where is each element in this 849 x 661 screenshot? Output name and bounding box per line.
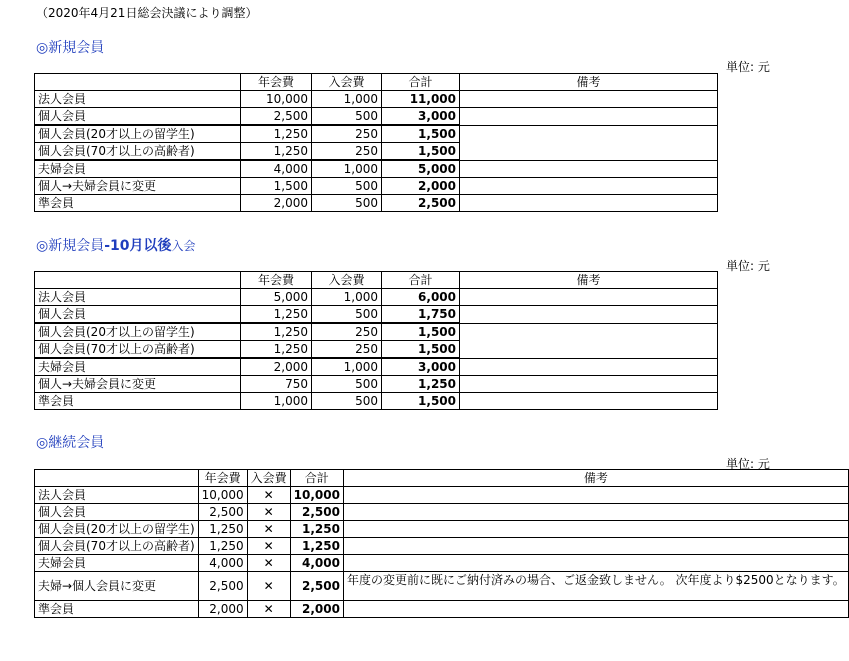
row-name: 法人会員	[35, 487, 199, 504]
table-header-row	[35, 470, 849, 487]
header-remarks: 備考	[343, 470, 848, 487]
table-row	[35, 538, 849, 555]
row-name: 準会員	[35, 195, 241, 212]
cross-mark: ✕	[247, 521, 290, 538]
row-entry: 500	[312, 393, 382, 410]
row-total: 1,500	[382, 125, 460, 143]
table-row	[35, 504, 849, 521]
unit-label: 単位: 元	[726, 457, 770, 471]
row-annual: 2,000	[241, 195, 312, 212]
row-annual: 4,000	[241, 160, 312, 178]
table-row	[35, 358, 718, 376]
section-title-part: 入会	[171, 239, 196, 253]
table-row	[35, 125, 718, 143]
table-row	[35, 178, 718, 195]
row-total: 2,000	[382, 178, 460, 195]
cross-mark: ✕	[247, 601, 290, 618]
row-total: 10,000	[290, 487, 343, 504]
row-name: 準会員	[35, 601, 199, 618]
table-row	[35, 487, 849, 504]
row-annual: 1,250	[241, 125, 312, 143]
header-name	[35, 74, 241, 91]
row-remark: 年度の変更前に既にご納付済みの場合、ご返金致しません。 次年度より$2500となります。	[343, 572, 848, 601]
row-annual: 10,000	[241, 91, 312, 108]
header-entry: 入会費	[247, 470, 290, 487]
row-total: 6,000	[382, 289, 460, 306]
section-title-part: ◎新規会員	[36, 238, 105, 254]
row-annual: 1,250	[241, 323, 312, 341]
table-row	[35, 555, 849, 572]
cross-mark: ✕	[247, 572, 290, 601]
row-entry: 1,000	[312, 358, 382, 376]
row-annual: 750	[241, 376, 312, 393]
row-total: 2,500	[290, 504, 343, 521]
row-total: 3,000	[382, 108, 460, 126]
row-annual: 10,000	[198, 487, 247, 504]
row-name: 個人→夫婦会員に変更	[35, 178, 241, 195]
header-remarks: 備考	[460, 272, 718, 289]
row-total: 2,500	[290, 572, 343, 601]
row-annual: 1,250	[198, 538, 247, 555]
header-annual: 年会費	[241, 74, 312, 91]
fee-table-continuing-members	[34, 469, 849, 618]
row-remark	[343, 521, 848, 538]
row-name: 個人会員	[35, 306, 241, 324]
row-name: 夫婦会員	[35, 160, 241, 178]
table-row	[35, 306, 718, 324]
unit-label: 単位: 元	[726, 60, 770, 74]
header-annual: 年会費	[198, 470, 247, 487]
cross-mark: ✕	[247, 538, 290, 555]
row-entry: 1,000	[312, 160, 382, 178]
row-total: 1,250	[290, 521, 343, 538]
row-name: 法人会員	[35, 91, 241, 108]
row-name: 個人会員(20才以上の留学生)	[35, 125, 241, 143]
row-remark	[460, 358, 718, 376]
row-entry: 250	[312, 125, 382, 143]
row-name: 個人会員(70才以上の高齢者)	[35, 538, 199, 555]
row-annual: 1,250	[241, 143, 312, 161]
row-entry: 1,000	[312, 91, 382, 108]
row-annual: 1,500	[241, 178, 312, 195]
row-name: 個人会員(20才以上の留学生)	[35, 323, 241, 341]
row-annual: 1,250	[241, 341, 312, 359]
row-entry: 250	[312, 323, 382, 341]
row-remark	[343, 601, 848, 618]
row-remark	[460, 91, 718, 108]
table-row	[35, 108, 718, 126]
row-remark	[460, 125, 718, 160]
row-total: 2,500	[382, 195, 460, 212]
table-header-row	[35, 272, 718, 289]
table-row	[35, 91, 718, 108]
row-annual: 5,000	[241, 289, 312, 306]
row-remark	[460, 108, 718, 126]
row-remark	[460, 160, 718, 178]
section-title-new-members-october	[36, 235, 196, 255]
row-name: 準会員	[35, 393, 241, 410]
row-total: 11,000	[382, 91, 460, 108]
row-remark	[460, 393, 718, 410]
fee-table-new-members-october	[34, 271, 718, 410]
header-entry: 入会費	[312, 74, 382, 91]
row-annual: 1,250	[198, 521, 247, 538]
row-annual: 2,000	[198, 601, 247, 618]
row-name: 個人会員(70才以上の高齢者)	[35, 341, 241, 359]
row-total: 1,500	[382, 143, 460, 161]
row-remark	[460, 306, 718, 324]
row-total: 2,000	[290, 601, 343, 618]
row-name: 夫婦→個人会員に変更	[35, 572, 199, 601]
row-name: 個人会員(70才以上の高齢者)	[35, 143, 241, 161]
section-title-continuing-members: ◎継続会員	[36, 435, 105, 451]
row-remark	[343, 504, 848, 521]
row-entry: 500	[312, 178, 382, 195]
row-remark	[343, 487, 848, 504]
row-total: 1,500	[382, 393, 460, 410]
cross-mark: ✕	[247, 487, 290, 504]
row-annual: 2,500	[198, 572, 247, 601]
row-remark	[343, 538, 848, 555]
row-annual: 2,500	[241, 108, 312, 126]
unit-label: 単位: 元	[726, 259, 770, 273]
row-annual: 4,000	[198, 555, 247, 572]
section-title-part: -10月以後	[104, 238, 172, 254]
header-total: 合計	[382, 272, 460, 289]
row-remark	[460, 178, 718, 195]
table-row	[35, 601, 849, 618]
header-total: 合計	[290, 470, 343, 487]
row-total: 3,000	[382, 358, 460, 376]
row-total: 1,250	[382, 376, 460, 393]
cross-mark: ✕	[247, 504, 290, 521]
row-name: 夫婦会員	[35, 555, 199, 572]
row-annual: 1,250	[241, 306, 312, 324]
table-row	[35, 376, 718, 393]
row-name: 法人会員	[35, 289, 241, 306]
row-entry: 500	[312, 108, 382, 126]
row-remark	[460, 323, 718, 358]
table-row	[35, 289, 718, 306]
row-name: 個人→夫婦会員に変更	[35, 376, 241, 393]
row-entry: 250	[312, 341, 382, 359]
row-total: 4,000	[290, 555, 343, 572]
table-row	[35, 323, 718, 341]
table-row	[35, 195, 718, 212]
row-entry: 500	[312, 306, 382, 324]
row-name: 個人会員	[35, 504, 199, 521]
header-remarks: 備考	[460, 74, 718, 91]
table-row	[35, 160, 718, 178]
row-remark	[460, 376, 718, 393]
table-row	[35, 393, 718, 410]
table-header-row	[35, 74, 718, 91]
row-total: 1,250	[290, 538, 343, 555]
row-entry: 500	[312, 376, 382, 393]
header-total: 合計	[382, 74, 460, 91]
fee-table-new-members	[34, 73, 718, 212]
table-row	[35, 572, 849, 601]
header-name	[35, 272, 241, 289]
resolution-note: （2020年4月21日総会決議により調整）	[36, 6, 258, 20]
row-remark	[460, 195, 718, 212]
row-name: 夫婦会員	[35, 358, 241, 376]
header-name	[35, 470, 199, 487]
row-name: 個人会員(20才以上の留学生)	[35, 521, 199, 538]
row-annual: 2,500	[198, 504, 247, 521]
row-entry: 1,000	[312, 289, 382, 306]
row-total: 5,000	[382, 160, 460, 178]
row-entry: 500	[312, 195, 382, 212]
header-annual: 年会費	[241, 272, 312, 289]
row-remark	[460, 289, 718, 306]
cross-mark: ✕	[247, 555, 290, 572]
row-entry: 250	[312, 143, 382, 161]
row-annual: 2,000	[241, 358, 312, 376]
row-name: 個人会員	[35, 108, 241, 126]
row-total: 1,750	[382, 306, 460, 324]
row-annual: 1,000	[241, 393, 312, 410]
row-total: 1,500	[382, 341, 460, 359]
header-entry: 入会費	[312, 272, 382, 289]
row-remark	[343, 555, 848, 572]
section-title-new-members: ◎新規会員	[36, 40, 105, 56]
table-row	[35, 521, 849, 538]
row-total: 1,500	[382, 323, 460, 341]
